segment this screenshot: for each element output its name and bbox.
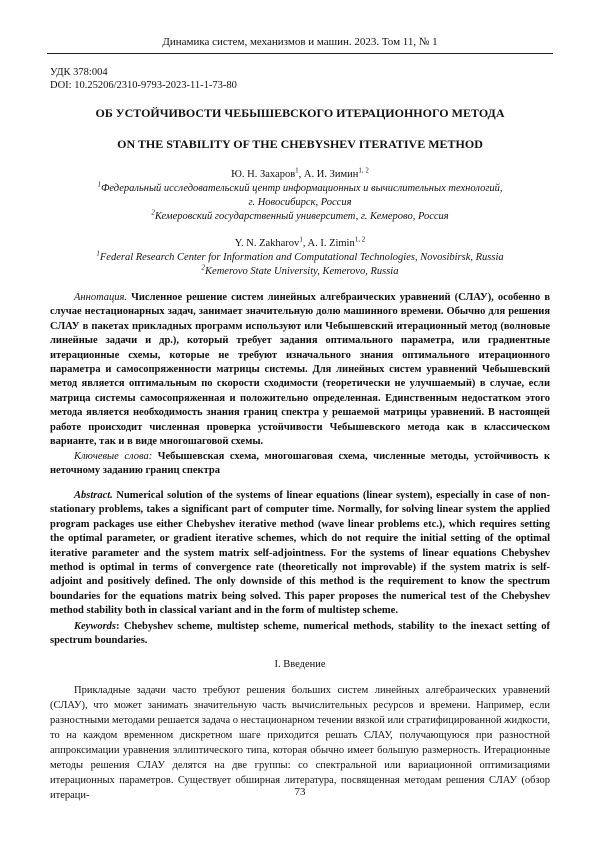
authors-en [0,237,600,251]
author-2-ru-sup: 1, 2 [358,166,369,175]
author-1-en-sup: 1 [299,235,303,244]
section-heading: I. Введение [274,659,326,670]
affil-ru-line-2: г. Новосибирск, Россия [248,197,352,208]
running-title: Динамика систем, механизмов и машин. 2023. Том 11, № 1 [162,36,438,48]
doi: DOI: 10.25206/2310-9793-2023-11-1-73-80 [50,80,237,91]
affil-ru-line-3: Кемеровский государственный университет, г. Кемерово, Россия [154,211,449,222]
keywords-ru [50,450,550,479]
abstract-en-label: Abstract. [74,490,113,501]
title-en: ON THE STABILITY OF THE CHEBYSHEV ITERATIVE METHOD [117,137,483,151]
affil-en-line-2: Kemerovo State University, Kemerovo, Russia [205,266,399,277]
affil-ru-num-1: 1 [97,180,101,189]
abstract-en-text: Numerical solution of the systems of linear equations (linear system), especially in case of non-stationary problems, takes a significant part of computer time. Normally, for solving linear system the applied program packages use either Chebyshev iterative method (wave linear problems etc.), which requires setting the optimal parameter, or gradient iterative schemes, which do not require the initial setting of the optimal iterative parameter and the system matrix self-adjointness. For the systems of linear equations Chebyshev method is optimal in terms of convergence rate (theoretically not improvable) if the system matrix is self-adjoint and positively defined. The only downside of this method is the requirement to know the spectrum boundaries for the equations matrix being solved. This paper proposes the numerical test of the Chebyshev method stability both in classical variant and in the form of multistep scheme. [50,490,550,617]
udc-code: УДК 378:004 [50,67,108,78]
author-sep-en: , [302,238,308,249]
affil-en-num-2: 2 [201,263,206,272]
affil-ru-num-2: 2 [151,208,155,217]
affiliation-en [0,251,600,279]
author-2-en: A. I. Zimin [307,238,355,249]
abstract-ru-label: Аннотация. [74,292,128,303]
abstract-ru [50,291,550,449]
authors-ru [0,168,600,182]
keywords-en-label: Keywords [74,621,116,632]
abstract-ru-text: Численное решение систем линейных алгебраических уравнений (СЛАУ), особенно в случае нестационарных задач, занимает значительную долю машинного времени. Обычно для решения СЛАУ в пакетах прикладных программ используют или Чебышевский итерационный метод (волновые линейные задачи и др.), который требует задания оптимального параметра, или градиентные итерационные схемы, которые не требуют изначального знания оптимального итерационного параметра и самосопряженности матрицы системы. Для линейных систем уравнений Чебышевский метод является оптимальным по скорости сходимости (теоретически не улучшаемый) в случае, если матрица системы самосопряженная и положительно определенная. Единственным недостатком этого метода является необходимость знания границ спектра у решаемой матрицы уравнений. В настоящей работе происходит численная проверка устойчивости Чебышевского метода как в классическом варианте, так и в виде многошаговой схемы. [50,292,550,448]
author-1-ru: Ю. Н. Захаров [231,169,296,180]
keywords-ru-text: Чебышевская схема, многошаговая схема, численные методы, устойчивость к неточному заданию границ спектра [50,451,550,477]
keywords-en-text: : Chebyshev scheme, multistep scheme, numerical methods, stability to the inexact setting of spectrum boundaries. [50,621,550,647]
keywords-ru-label: Ключевые слова: [74,451,153,462]
affil-en-line-1: Federal Research Center for Information and Computational Technologies, Novosibirsk, Russia [99,252,504,263]
author-sep-ru: , [298,169,304,180]
intro-paragraph: Прикладные задачи часто требуют решения больших систем линейных алгебраических уравнений (СЛАУ), что может занимать значительную часть вычислительных ресурсов и времени. Например, если разностными методами решается задача о нестационарном течении вязкой или стратифицированной жидкости, то на каждом временном дискретном шаге приходится решать СЛАУ, получающуюся при разностной аппроксимации уравнения эллиптического типа, которая обычно имеет большую размерность. Итерационные методы решения СЛАУ делятся на две группы: со спектральной или вариационной оптимизациями итерационных параметров. Существует обширная литература, посвященная методам решения СЛАУ (обзор итераци- [50,685,550,801]
abstract-en [50,489,550,619]
header-rule [47,53,553,54]
author-2-en-sup: 1, 2 [354,235,366,244]
author-2-ru: А. И. Зимин [303,169,359,180]
affiliation-ru [0,182,600,224]
page-number: 73 [294,786,306,798]
article-meta [50,66,237,92]
author-1-ru-sup: 1 [295,166,299,175]
keywords-en [50,620,550,649]
affil-ru-line-1: Федеральный исследовательский центр информационных и вычислительных технологий, [100,183,503,194]
affil-en-num-1: 1 [96,249,100,258]
title-ru: ОБ УСТОЙЧИВОСТИ ЧЕБЫШЕВСКОГО ИТЕРАЦИОННОГО МЕТОДА [95,106,505,120]
author-1-en: Y. N. Zakharov [234,238,300,249]
